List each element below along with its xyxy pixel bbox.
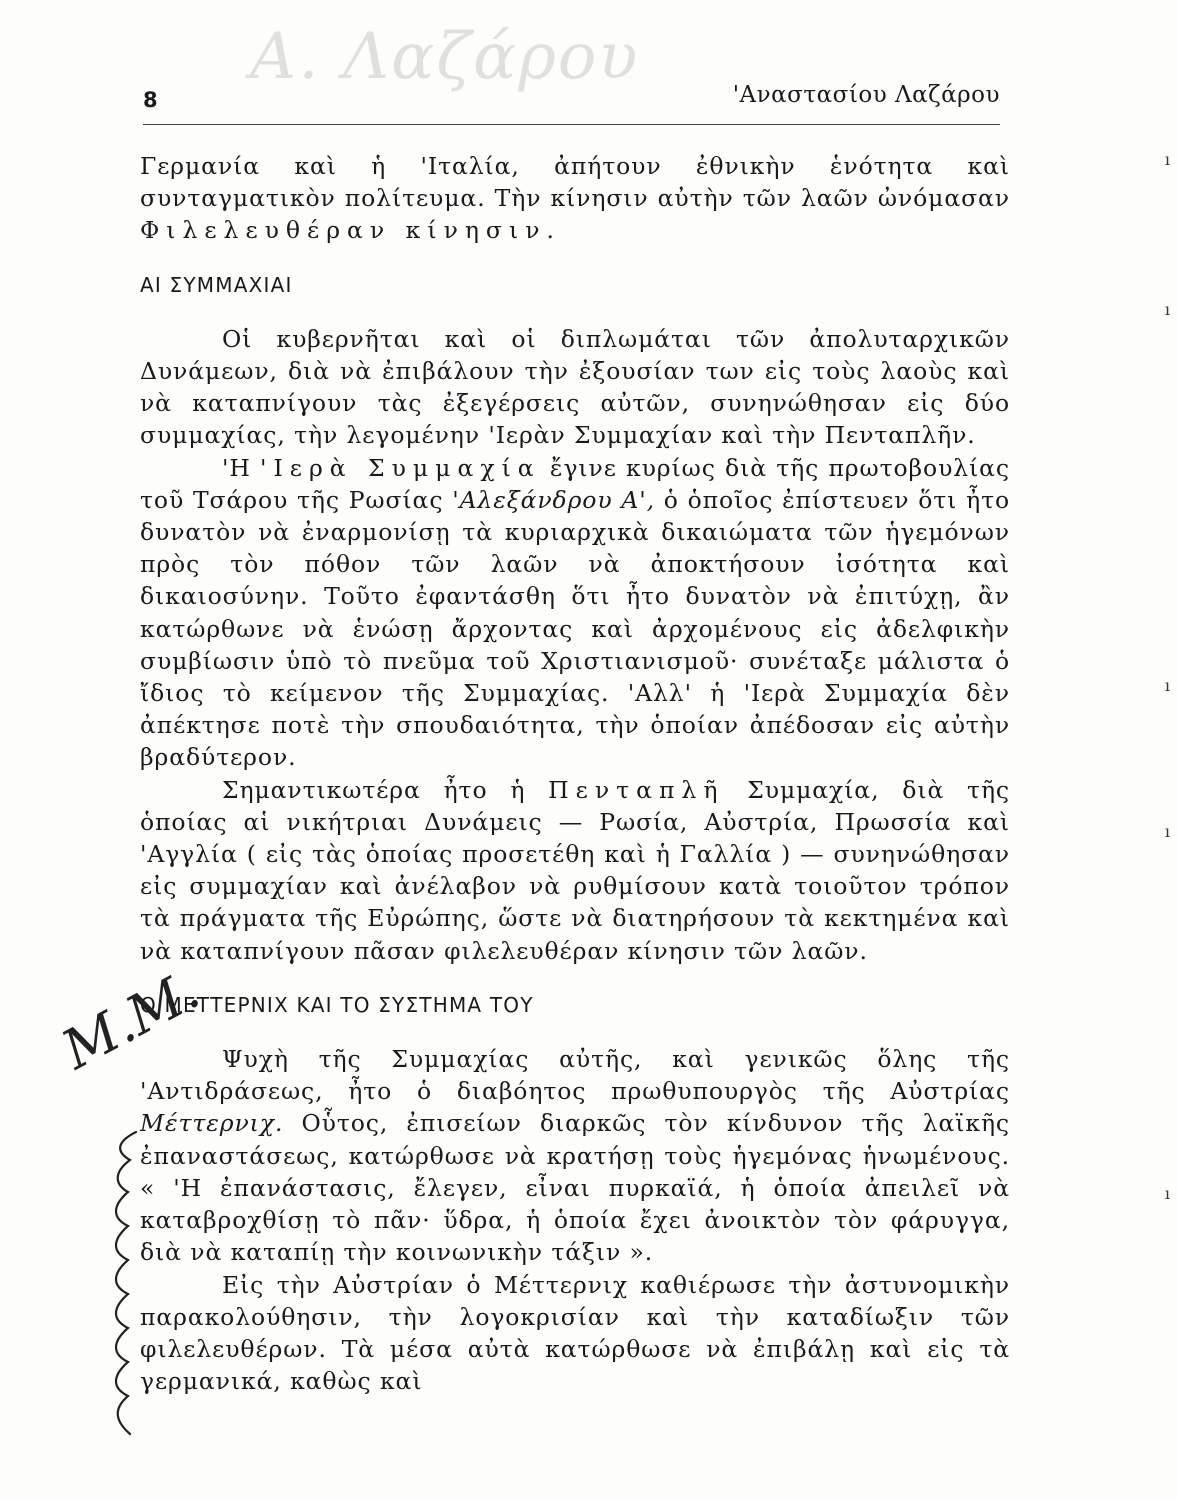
handwritten-bracket bbox=[108, 1128, 148, 1438]
paragraph-4 bbox=[140, 774, 1010, 967]
paragraph-3 bbox=[140, 452, 1010, 774]
paragraph-1 bbox=[140, 150, 1010, 247]
paragraph-6: Εἰς τὴν Αὐστρίαν ὁ Μέττερνιχ καθιέρωσε τὴν ἀστυνομικὴν παρακολούθησιν, τὴν λογοκρισίαν καὶ τὴν καταδίωξιν τῶν φιλελευθέρων. Τὰ μέσα αὐτὰ κατώρθωσε νὰ ἐπιβάλῃ καὶ εἰς τὰ γερμανικά, καθὼς καὶ bbox=[140, 1270, 1010, 1396]
page-number: 8 bbox=[143, 88, 158, 112]
spaced-term-holy-alliance: 'Ιερὰ Συμμαχία bbox=[260, 453, 541, 482]
paragraph-1-text: Γερμανία καὶ ἡ 'Ιταλία, ἀπήτουν ἐθνικὴν ἑνότητα καὶ συνταγματικὸν πολίτευμα. Τὴν κίνησιν αὐτὴν τῶν λαῶν ὠνόμασαν bbox=[140, 152, 1010, 213]
spaced-term-quintuple: Πενταπλῆ bbox=[548, 775, 725, 804]
paragraph-4-lead: Σημαντικωτέρα ἦτο ἡ bbox=[222, 775, 549, 804]
edge-mark: ı bbox=[1164, 676, 1170, 695]
spaced-term-liberal-movement: Φιλελευθέραν κίνησιν. bbox=[140, 216, 561, 245]
italic-name-alexander: 'Αλεξάνδρου Α', bbox=[452, 485, 655, 514]
ghost-inscription: Α. Λαζάρου bbox=[250, 20, 640, 94]
edge-mark: ı bbox=[1164, 300, 1170, 319]
paragraph-3-text: ἔγινε κυρίως διὰ τῆς πρωτοβουλίας τοῦ Τσάρου τῆς Ρωσίας bbox=[140, 453, 1010, 514]
italic-name-metternich: Μέττερνιχ. bbox=[140, 1109, 284, 1138]
paragraph-2: Οἱ κυβερνῆται καὶ οἱ διπλωμάται τῶν ἀπολυταρχικῶν Δυνάμεων, διὰ νὰ ἐπιβάλουν τὴν ἐξουσίαν των εἰς τοὺς λαοὺς καὶ νὰ καταπνίγουν τὰς ἐξεγέρσεις αὐτῶν, συνηνώθησαν εἰς δύο συμμαχίας, τὴν λεγομένην 'Ιερὰν Συμμαχίαν καὶ τὴν Πενταπλῆν. bbox=[140, 324, 1010, 450]
page-body bbox=[140, 150, 1010, 1397]
paragraph-5 bbox=[140, 1043, 1010, 1268]
header-rule bbox=[143, 124, 1000, 125]
section-heading-metternich: Ο ΜΕΤΤΕΡΝΙΧ ΚΑΙ ΤΟ ΣΥΣΤΗΜΑ ΤΟΥ bbox=[140, 992, 534, 1017]
running-head: 'Αναστασίου Λαζάρου bbox=[732, 82, 1000, 108]
handwritten-margin-mark: Μ.Μ. bbox=[52, 957, 210, 1082]
edge-mark: ı bbox=[1164, 1184, 1170, 1203]
section-heading-alliances: ΑΙ ΣΥΜΜΑΧΙΑΙ bbox=[140, 272, 293, 297]
paragraph-3-rest: ὁ ὁποῖος ἐπίστευεν ὅτι ἦτο δυνατὸν νὰ ἐναρμονίσῃ τὰ κυριαρχικὰ δικαιώματα τῶν ἡγεμόνων πρὸς τὸν πόθον τῶν λαῶν νὰ ἀποκτήσουν ἰσότητα καὶ δικαιοσύνην. Τοῦτο ἐφαντάσθη ὅτι ἦτο δυνατὸν νὰ ἐπιτύχῃ, ἂν κατώρθωνε νὰ ἑνώσῃ ἄρχοντας καὶ ἀρχομένους εἰς ἀδελφικὴν συμβίωσιν ὑπὸ τὸ πνεῦμα τοῦ Χριστιανισμοῦ· συνέταξε μάλιστα ὁ ἴδιος τὸ κείμενον τῆς Συμμαχίας. 'Αλλ' ἡ 'Ιερὰ Συμμαχία δὲν ἀπέκτησε ποτὲ τὴν σπουδαιότητα, τὴν ὁποίαν ἀπέδοσαν εἰς αὐτὴν βραδύτερον. bbox=[140, 485, 1011, 772]
paragraph-5-lead: Ψυχὴ τῆς Συμμαχίας αὐτῆς, καὶ γενικῶς ὅλης τῆς 'Αντιδράσεως, ἦτο ὁ διαβόητος πρωθυπουργὸς τῆς Αὐστρίας bbox=[140, 1045, 1010, 1106]
edge-mark: ı bbox=[1164, 822, 1170, 841]
paragraph-3-lead: 'Η bbox=[222, 453, 261, 482]
paragraph-5-rest: Οὗτος, ἐπισείων διαρκῶς τὸν κίνδυνον τῆς λαϊκῆς ἐπαναστάσεως, κατώρθωσε νὰ κρατήσῃ τοὺς ἡγεμόνας ἡνωμένους. « 'Η ἐπανάστασις, ἔλεγεν, εἶναι πυρκαϊά, ἡ ὁποία ἀπειλεῖ νὰ καταβροχθίσῃ τὸ πᾶν· ὕδρα, ἡ ὁποία ἔχει ἀνοικτὸν τὸν φάρυγγα, διὰ νὰ καταπίῃ τὴν κοινωνικὴν τάξιν ». bbox=[140, 1109, 1010, 1267]
edge-mark: ı bbox=[1164, 150, 1170, 169]
paragraph-4-rest: Συμμαχία, διὰ τῆς ὁποίας αἱ νικήτριαι Δυνάμεις — Ρωσία, Αὐστρία, Πρωσσία καὶ 'Αγγλία ( εἰς τὰς ὁποίας προσετέθη καὶ ἡ Γαλλία ) — συνηνώθησαν εἰς συμμαχίαν καὶ ἀνέλαβον νὰ ρυθμίσουν κατὰ τοιοῦτον τρόπον τὰ πράγματα τῆς Εὐρώπης, ὥστε νὰ διατηρήσουν τὰ κεκτημένα καὶ νὰ καταπνίγουν πᾶσαν φιλελευθέραν κίνησιν τῶν λαῶν. bbox=[140, 775, 1010, 965]
page-header bbox=[143, 82, 1000, 118]
